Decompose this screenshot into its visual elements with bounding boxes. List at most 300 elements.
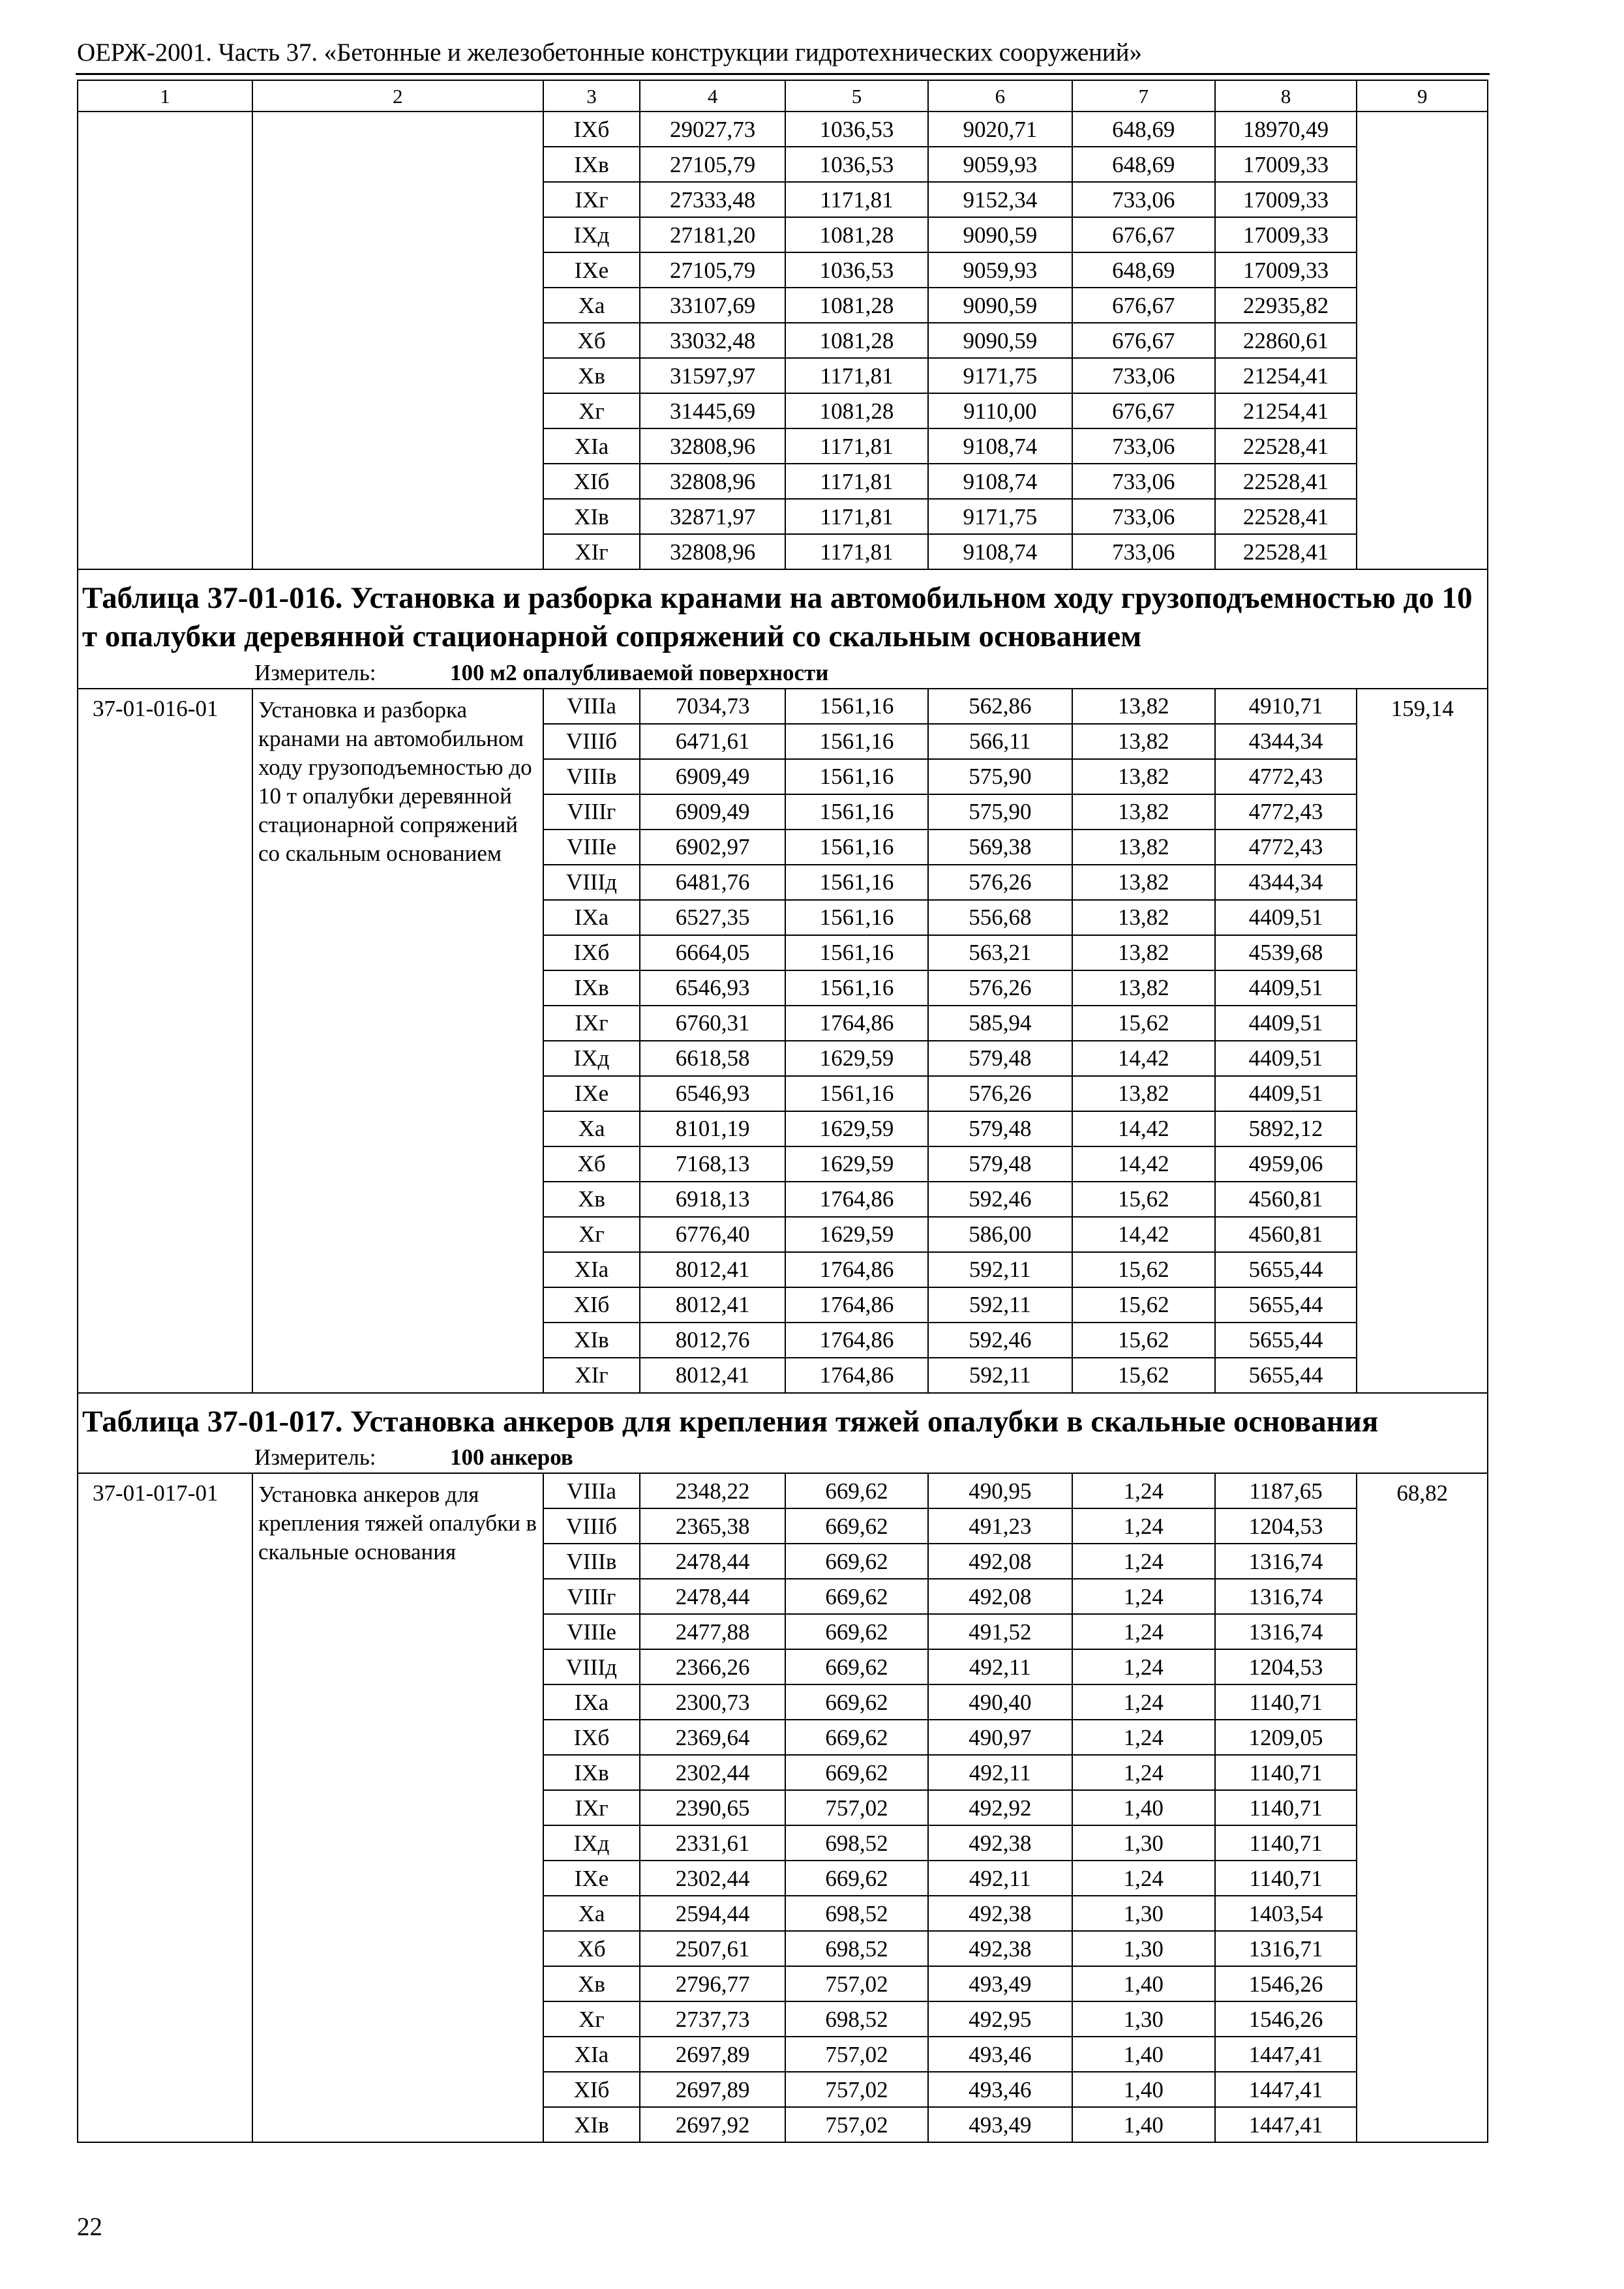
value-cell: 676,67 [1072,393,1215,428]
zone-cell: Xб [543,1146,640,1182]
value-cell: 492,11 [928,1649,1072,1684]
value-cell: 4409,51 [1215,900,1357,935]
value-cell: 8012,41 [640,1358,785,1393]
table-title-cell [78,569,1488,689]
value-cell: 6902,97 [640,830,785,865]
zone-cell: IXд [543,217,640,252]
value-cell: 1204,53 [1215,1508,1357,1544]
value-cell: 1561,16 [785,865,928,900]
zone-cell: IXв [543,970,640,1006]
zone-cell: IXб [543,112,640,147]
value-cell: 5655,44 [1215,1252,1357,1287]
value-cell: 6618,58 [640,1041,785,1076]
zone-cell: VIIIг [543,794,640,830]
value-cell: 4910,71 [1215,689,1357,724]
value-cell: 22528,41 [1215,499,1357,534]
value-cell: 1561,16 [785,935,928,970]
value-cell: 1171,81 [785,464,928,499]
zone-cell: VIIIд [543,1649,640,1684]
value-cell: 17009,33 [1215,217,1357,252]
value-cell: 698,52 [785,1825,928,1861]
column-number: 4 [640,80,785,112]
value-cell: 566,11 [928,724,1072,759]
value-cell: 2697,92 [640,2107,785,2142]
value-cell: 592,11 [928,1287,1072,1323]
value-cell: 9171,75 [928,358,1072,393]
rate-col9: 159,14 [1357,689,1488,1393]
value-cell: 492,38 [928,1896,1072,1931]
value-cell: 1,30 [1072,1931,1215,1966]
table-row [78,1473,1488,1508]
value-cell: 22528,41 [1215,464,1357,499]
zone-cell: Xб [543,1931,640,1966]
value-cell: 698,52 [785,1931,928,1966]
value-cell: 13,82 [1072,724,1215,759]
zone-cell: VIIIг [543,1579,640,1614]
value-cell: 492,38 [928,1825,1072,1861]
value-cell: 21254,41 [1215,358,1357,393]
value-cell: 2478,44 [640,1544,785,1579]
value-cell: 8012,41 [640,1287,785,1323]
value-cell: 8012,41 [640,1252,785,1287]
zone-cell: Xа [543,1111,640,1146]
value-cell: 1140,71 [1215,1825,1357,1861]
measure-label: Измеритель: [254,659,376,685]
value-cell: 492,08 [928,1544,1072,1579]
value-cell: 17009,33 [1215,252,1357,288]
value-cell: 1629,59 [785,1111,928,1146]
value-cell: 27105,79 [640,147,785,182]
value-cell: 9059,93 [928,252,1072,288]
value-cell: 492,11 [928,1861,1072,1896]
value-cell: 1,30 [1072,1825,1215,1861]
zone-cell: XIг [543,1358,640,1393]
value-cell: 4560,81 [1215,1182,1357,1217]
value-cell: 32808,96 [640,428,785,464]
value-cell: 648,69 [1072,112,1215,147]
value-cell: 6760,31 [640,1006,785,1041]
value-cell: 556,68 [928,900,1072,935]
zone-cell: IXа [543,1684,640,1720]
value-cell: 1,24 [1072,1544,1215,1579]
value-cell: 733,06 [1072,428,1215,464]
zone-cell: VIIIа [543,1473,640,1508]
value-cell: 1,30 [1072,1896,1215,1931]
value-cell: 592,11 [928,1252,1072,1287]
value-cell: 1447,41 [1215,2107,1357,2142]
value-cell: 1204,53 [1215,1649,1357,1684]
value-cell: 13,82 [1072,830,1215,865]
value-cell: 17009,33 [1215,147,1357,182]
value-cell: 6481,76 [640,865,785,900]
column-number: 8 [1215,80,1357,112]
zone-cell: XIа [543,1252,640,1287]
value-cell: 6471,61 [640,724,785,759]
value-cell: 1171,81 [785,428,928,464]
value-cell: 15,62 [1072,1323,1215,1358]
value-cell: 6527,35 [640,900,785,935]
value-cell: 1764,86 [785,1358,928,1393]
value-cell: 15,62 [1072,1358,1215,1393]
value-cell: 757,02 [785,2072,928,2107]
value-cell: 1081,28 [785,323,928,358]
value-cell: 669,62 [785,1544,928,1579]
value-cell: 585,94 [928,1006,1072,1041]
value-cell: 6776,40 [640,1217,785,1252]
value-cell: 14,42 [1072,1217,1215,1252]
value-cell: 733,06 [1072,182,1215,217]
value-cell: 2348,22 [640,1473,785,1508]
value-cell: 1629,59 [785,1217,928,1252]
measure-label: Измеритель: [254,1444,376,1471]
rate-col9: 68,82 [1357,1473,1488,2142]
value-cell: 1,40 [1072,2072,1215,2107]
value-cell: 669,62 [785,1755,928,1790]
value-cell: 1561,16 [785,794,928,830]
column-number: 5 [785,80,928,112]
value-cell: 1081,28 [785,393,928,428]
value-cell: 1,24 [1072,1473,1215,1508]
value-cell: 4560,81 [1215,1217,1357,1252]
value-cell: 9108,74 [928,464,1072,499]
value-cell: 1764,86 [785,1182,928,1217]
value-cell: 7168,13 [640,1146,785,1182]
value-cell: 1561,16 [785,1076,928,1111]
value-cell: 1561,16 [785,970,928,1006]
value-cell: 9110,00 [928,393,1072,428]
value-cell: 1036,53 [785,147,928,182]
value-cell: 1140,71 [1215,1684,1357,1720]
value-cell: 2594,44 [640,1896,785,1931]
value-cell: 733,06 [1072,358,1215,393]
measure-line [82,661,1483,684]
value-cell: 1,24 [1072,1861,1215,1896]
value-cell: 32871,97 [640,499,785,534]
value-cell: 669,62 [785,1473,928,1508]
value-cell: 4344,34 [1215,724,1357,759]
value-cell: 1,24 [1072,1614,1215,1649]
value-cell: 5892,12 [1215,1111,1357,1146]
value-cell: 1140,71 [1215,1790,1357,1825]
value-cell: 14,42 [1072,1146,1215,1182]
rates-table-body [78,80,1488,2142]
value-cell: 33107,69 [640,288,785,323]
value-cell: 648,69 [1072,147,1215,182]
value-cell: 13,82 [1072,970,1215,1006]
value-cell: 1081,28 [785,288,928,323]
value-cell: 2507,61 [640,1931,785,1966]
zone-cell: IXб [543,1720,640,1755]
measure-line [82,1446,1483,1469]
value-cell: 22935,82 [1215,288,1357,323]
value-cell: 1171,81 [785,534,928,569]
value-cell: 13,82 [1072,794,1215,830]
value-cell: 13,82 [1072,1076,1215,1111]
value-cell: 1447,41 [1215,2037,1357,2072]
value-cell: 4772,43 [1215,794,1357,830]
value-cell: 698,52 [785,2001,928,2037]
header-rule [76,73,1490,75]
value-cell: 8012,76 [640,1323,785,1358]
table-title: Таблица 37-01-016. Установка и разборка кранами на автомобильном ходу грузоподъемностью до 10 т опалубки деревянной стационарной сопряжений со скальным основанием [82,581,1473,653]
value-cell: 490,97 [928,1720,1072,1755]
zone-cell: XIв [543,499,640,534]
zone-cell: XIг [543,534,640,569]
value-cell: 5655,44 [1215,1323,1357,1358]
value-cell: 4409,51 [1215,1076,1357,1111]
value-cell: 9090,59 [928,288,1072,323]
value-cell: 5655,44 [1215,1287,1357,1323]
column-number: 1 [78,80,252,112]
value-cell: 1764,86 [785,1006,928,1041]
zone-cell: IXг [543,182,640,217]
zone-cell: VIIIа [543,689,640,724]
value-cell: 579,48 [928,1041,1072,1076]
value-cell: 1629,59 [785,1041,928,1076]
zone-cell: IXг [543,1790,640,1825]
value-cell: 1171,81 [785,499,928,534]
value-cell: 1187,65 [1215,1473,1357,1508]
zone-cell: VIIIб [543,724,640,759]
value-cell: 9059,93 [928,147,1072,182]
table-row [78,112,1488,147]
value-cell: 1,40 [1072,1790,1215,1825]
value-cell: 1,40 [1072,2037,1215,2072]
value-cell: 27181,20 [640,217,785,252]
zone-cell: IXе [543,1861,640,1896]
value-cell: 13,82 [1072,900,1215,935]
value-cell: 669,62 [785,1720,928,1755]
value-cell: 31597,97 [640,358,785,393]
value-cell: 2737,73 [640,2001,785,2037]
zone-cell: IXг [543,1006,640,1041]
value-cell: 6909,49 [640,794,785,830]
value-cell: 592,46 [928,1323,1072,1358]
column-number: 6 [928,80,1072,112]
value-cell: 576,26 [928,1076,1072,1111]
value-cell: 492,11 [928,1755,1072,1790]
table-title-row [78,569,1488,689]
zone-cell: IXв [543,1755,640,1790]
zone-cell: IXб [543,935,640,970]
value-cell: 1561,16 [785,724,928,759]
page-number: 22 [77,2213,102,2241]
value-cell: 569,38 [928,830,1072,865]
value-cell: 669,62 [785,1649,928,1684]
rate-code: 37-01-017-01 [78,1473,252,2142]
measure-unit: 100 м2 опалубливаемой поверхности [450,659,829,685]
value-cell: 676,67 [1072,288,1215,323]
value-cell: 648,69 [1072,252,1215,288]
value-cell: 6546,93 [640,1076,785,1111]
value-cell: 2331,61 [640,1825,785,1861]
value-cell: 18970,49 [1215,112,1357,147]
value-cell: 669,62 [785,1684,928,1720]
code-cell [78,112,252,569]
zone-cell: IXе [543,252,640,288]
value-cell: 491,23 [928,1508,1072,1544]
value-cell: 9108,74 [928,534,1072,569]
value-cell: 757,02 [785,1790,928,1825]
value-cell: 7034,73 [640,689,785,724]
value-cell: 492,38 [928,1931,1072,1966]
value-cell: 2477,88 [640,1614,785,1649]
zone-cell: Xг [543,2001,640,2037]
value-cell: 8101,19 [640,1111,785,1146]
zone-cell: XIб [543,464,640,499]
zone-cell: IXд [543,1041,640,1076]
value-cell: 563,21 [928,935,1072,970]
value-cell: 1,40 [1072,1966,1215,2001]
value-cell: 1561,16 [785,759,928,794]
zone-cell: VIIIе [543,1614,640,1649]
value-cell: 22528,41 [1215,534,1357,569]
value-cell: 32808,96 [640,534,785,569]
value-cell: 22528,41 [1215,428,1357,464]
value-cell: 757,02 [785,1966,928,2001]
rates-table [77,80,1488,2143]
value-cell: 4772,43 [1215,759,1357,794]
zone-cell: Xа [543,288,640,323]
description-cell [252,112,543,569]
value-cell: 15,62 [1072,1006,1215,1041]
value-cell: 586,00 [928,1217,1072,1252]
value-cell: 6664,05 [640,935,785,970]
value-cell: 491,52 [928,1614,1072,1649]
value-cell: 2697,89 [640,2072,785,2107]
col9-cell [1357,112,1488,569]
value-cell: 490,40 [928,1684,1072,1720]
value-cell: 493,49 [928,2107,1072,2142]
rate-description: Установка и разборка кранами на автомобильном ходу грузоподъемностью до 10 т опалубки деревянной стационарной сопряжений со скальным основанием [252,689,543,1393]
value-cell: 1561,16 [785,830,928,865]
value-cell: 576,26 [928,865,1072,900]
value-cell: 21254,41 [1215,393,1357,428]
value-cell: 1561,16 [785,689,928,724]
value-cell: 13,82 [1072,689,1215,724]
value-cell: 1764,86 [785,1287,928,1323]
value-cell: 4772,43 [1215,830,1357,865]
value-cell: 29027,73 [640,112,785,147]
value-cell: 669,62 [785,1614,928,1649]
value-cell: 1764,86 [785,1323,928,1358]
value-cell: 1,30 [1072,2001,1215,2037]
value-cell: 733,06 [1072,499,1215,534]
value-cell: 27333,48 [640,182,785,217]
zone-cell: XIв [543,1323,640,1358]
document-header: ОЕРЖ-2001. Часть 37. «Бетонные и железобетонные конструкции гидротехнических сооружений» [77,38,1142,67]
value-cell: 676,67 [1072,217,1215,252]
rate-description: Установка анкеров для крепления тяжей опалубки в скальные основания [252,1473,543,2142]
value-cell: 676,67 [1072,323,1215,358]
value-cell: 1081,28 [785,217,928,252]
zone-cell: VIIIд [543,865,640,900]
value-cell: 4344,34 [1215,865,1357,900]
value-cell: 669,62 [785,1508,928,1544]
column-number-row [78,80,1488,112]
table-title: Таблица 37-01-017. Установка анкеров для крепления тяжей опалубки в скальные основания [82,1404,1379,1439]
value-cell: 1,24 [1072,1720,1215,1755]
value-cell: 562,86 [928,689,1072,724]
zone-cell: Xг [543,1217,640,1252]
value-cell: 4409,51 [1215,1041,1357,1076]
value-cell: 9108,74 [928,428,1072,464]
value-cell: 1629,59 [785,1146,928,1182]
value-cell: 1546,26 [1215,1966,1357,2001]
value-cell: 493,46 [928,2072,1072,2107]
value-cell: 2365,38 [640,1508,785,1544]
zone-cell: IXд [543,1825,640,1861]
value-cell: 1,24 [1072,1579,1215,1614]
value-cell: 2302,44 [640,1861,785,1896]
value-cell: 15,62 [1072,1252,1215,1287]
value-cell: 592,11 [928,1358,1072,1393]
value-cell: 757,02 [785,2037,928,2072]
value-cell: 22860,61 [1215,323,1357,358]
value-cell: 2302,44 [640,1755,785,1790]
value-cell: 490,95 [928,1473,1072,1508]
value-cell: 6546,93 [640,970,785,1006]
value-cell: 9090,59 [928,217,1072,252]
value-cell: 13,82 [1072,865,1215,900]
value-cell: 1561,16 [785,900,928,935]
value-cell: 2796,77 [640,1966,785,2001]
zone-cell: Xв [543,1966,640,2001]
value-cell: 9090,59 [928,323,1072,358]
value-cell: 14,42 [1072,1041,1215,1076]
value-cell: 757,02 [785,2107,928,2142]
value-cell: 32808,96 [640,464,785,499]
table-title-cell [78,1393,1488,1474]
value-cell: 1316,74 [1215,1614,1357,1649]
value-cell: 1764,86 [785,1252,928,1287]
value-cell: 575,90 [928,794,1072,830]
value-cell: 698,52 [785,1896,928,1931]
value-cell: 1036,53 [785,112,928,147]
value-cell: 1036,53 [785,252,928,288]
value-cell: 1171,81 [785,358,928,393]
zone-cell: IXе [543,1076,640,1111]
zone-cell: XIв [543,2107,640,2142]
value-cell: 13,82 [1072,935,1215,970]
value-cell: 1,24 [1072,1684,1215,1720]
zone-cell: VIIIе [543,830,640,865]
value-cell: 576,26 [928,970,1072,1006]
zone-cell: Xа [543,1896,640,1931]
table-title-row [78,1393,1488,1474]
rate-code: 37-01-016-01 [78,689,252,1393]
value-cell: 1403,54 [1215,1896,1357,1931]
value-cell: 733,06 [1072,464,1215,499]
value-cell: 14,42 [1072,1111,1215,1146]
value-cell: 579,48 [928,1111,1072,1146]
zone-cell: IXв [543,147,640,182]
value-cell: 4409,51 [1215,970,1357,1006]
value-cell: 2369,64 [640,1720,785,1755]
value-cell: 1,24 [1072,1755,1215,1790]
value-cell: 2366,26 [640,1649,785,1684]
value-cell: 1140,71 [1215,1861,1357,1896]
value-cell: 9171,75 [928,499,1072,534]
value-cell: 733,06 [1072,534,1215,569]
value-cell: 1171,81 [785,182,928,217]
value-cell: 669,62 [785,1861,928,1896]
zone-cell: Xв [543,358,640,393]
value-cell: 31445,69 [640,393,785,428]
value-cell: 1,24 [1072,1508,1215,1544]
value-cell: 15,62 [1072,1182,1215,1217]
zone-cell: IXа [543,900,640,935]
